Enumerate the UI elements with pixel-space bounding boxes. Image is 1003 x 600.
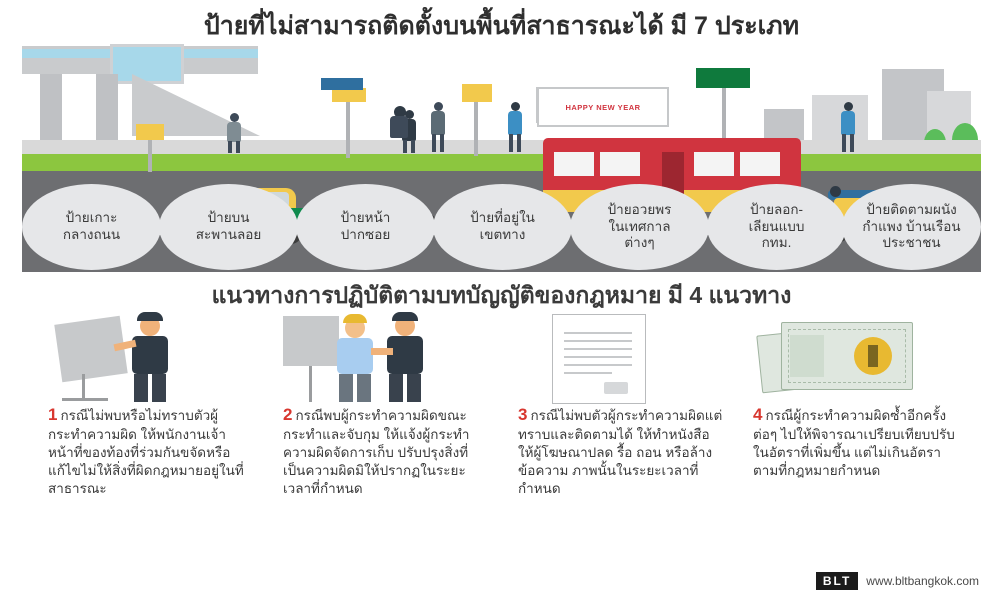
pedestrian-icon (842, 134, 846, 152)
guideline-text-3 (518, 404, 723, 498)
bubble-soi-entrance-sign[interactable]: ป้ายหน้า ปากซอย (296, 184, 435, 270)
footer-url[interactable]: www.bltbangkok.com (866, 574, 979, 588)
yellow-sign-board (462, 84, 492, 102)
pedestrian-icon (434, 102, 443, 111)
motorbike-rider-icon (390, 116, 408, 138)
pedestrian-icon (517, 134, 521, 152)
bus-window (600, 152, 640, 176)
sign-post (148, 136, 152, 172)
guideline-body-3: กรณีไม่พบตัวผู้กระทำความผิดแต่ทราบและติดตามได้ ให้ทำหนังสือให้ผู้โฆษณาปลด รื้อ ถอน หรือล้างข้อความ ภาพนั้นในระยะเวลาที่กำหนด (518, 408, 723, 496)
pedestrian-icon (508, 111, 522, 135)
officer-arresting-icon (283, 312, 488, 404)
bubble-median-sign[interactable]: ป้ายเกาะ กลางถนน (22, 184, 161, 270)
billboard-on-flyover (110, 44, 184, 84)
guideline-text-2 (283, 404, 488, 498)
pedestrian-icon (841, 111, 855, 135)
guideline-number-4: 4 (753, 405, 763, 424)
guideline-body-4: กรณีผู้กระทำความผิดซ้ำอีกครั้ง ต่อๆ ไปให้พิจารณาเปรียบเทียบปรับในอัตราที่เพิ่มขึ้น แต่ไม่เกินอัตราตามที่กฎหมายกำหนด (753, 408, 955, 479)
guideline-number-2: 2 (283, 405, 293, 424)
pedestrian-icon (432, 134, 436, 152)
sign-post (346, 98, 350, 158)
guideline-item-4 (753, 312, 958, 577)
bubble-bma-copycat-sign[interactable]: ป้ายลอก- เลียนแบบ กทม. (707, 184, 846, 270)
guideline-item-2 (283, 312, 488, 577)
pedestrian-icon (227, 122, 241, 142)
pedestrian-icon (230, 113, 239, 122)
pedestrian-icon (431, 111, 445, 135)
bubble-wall-fence-sign[interactable]: ป้ายติดตามผนัง กำแพง บ้านเรือน ประชาชน (842, 184, 981, 270)
bus-window (554, 152, 594, 176)
bubble-overpass-sign[interactable]: ป้ายบน สะพานลอย (159, 184, 298, 270)
blue-sign-board (321, 78, 363, 90)
bus-window (694, 152, 734, 176)
guideline-text-1 (48, 404, 253, 498)
pedestrian-icon (844, 102, 853, 111)
pedestrian-icon (511, 102, 520, 111)
guideline-body-1: กรณีไม่พบหรือไม่ทราบตัวผู้กระทำความผิด ให้พนักงานเจ้าหน้าที่ของท้องที่ร่วมกันขจัดหรือแก้ไขไม่ให้สิ่งที่ผิดกฎหมายอยู่ในที่สาธารณะ (48, 408, 244, 496)
official-document-icon (518, 312, 723, 404)
pedestrian-icon (236, 141, 240, 153)
pedestrian-icon (509, 134, 513, 152)
guideline-number-1: 1 (48, 405, 58, 424)
yellow-sign-board (136, 124, 164, 140)
worker-removing-sign-icon (48, 312, 253, 404)
sidewalk (22, 140, 981, 154)
sign-post (474, 98, 478, 156)
yellow-sign-board (332, 88, 366, 102)
guideline-item-3 (518, 312, 723, 577)
grass-strip (22, 153, 981, 171)
pedestrian-icon (228, 141, 232, 153)
sign-category-bubbles (22, 184, 981, 276)
green-sign-board (696, 68, 750, 88)
pedestrian-icon (440, 134, 444, 152)
section-title-guidelines: แนวทางการปฏิบัติตามบทบัญญัติของกฎหมาย มี 4 แนวทาง (211, 282, 792, 308)
new-year-banner: HAPPY NEW YEAR (537, 87, 669, 127)
bubble-road-area-sign[interactable]: ป้ายที่อยู่ใน เขตทาง (433, 184, 572, 270)
guideline-item-1 (48, 312, 253, 577)
blt-logo: BLT (816, 572, 858, 590)
footer (816, 572, 979, 590)
bubble-festival-sign[interactable]: ป้ายอวยพร ในเทศกาล ต่างๆ (570, 184, 709, 270)
pedestrian-icon (850, 134, 854, 152)
pedestrian-icon (403, 140, 407, 153)
pedestrian-icon (411, 140, 415, 153)
banknote-fine-icon (753, 312, 958, 404)
bus-window (740, 152, 780, 176)
guideline-body-2: กรณีพบผู้กระทำความผิดขณะกระทำและจับกุม ให้แจ้งผู้กระทำความผิดจัดการเก็บ ปรับปรุงสิ่งที่เป็นความผิดมิให้ปรากฏในระยะเวลาที่กำหนด (283, 408, 470, 496)
guideline-number-3: 3 (518, 405, 528, 424)
guideline-text-4 (753, 404, 958, 480)
page-title: ป้ายที่ไม่สามารถติดตั้งบนพื้นที่สาธารณะได้ มี 7 ประเภท (203, 12, 800, 40)
guidelines-list (48, 312, 958, 577)
